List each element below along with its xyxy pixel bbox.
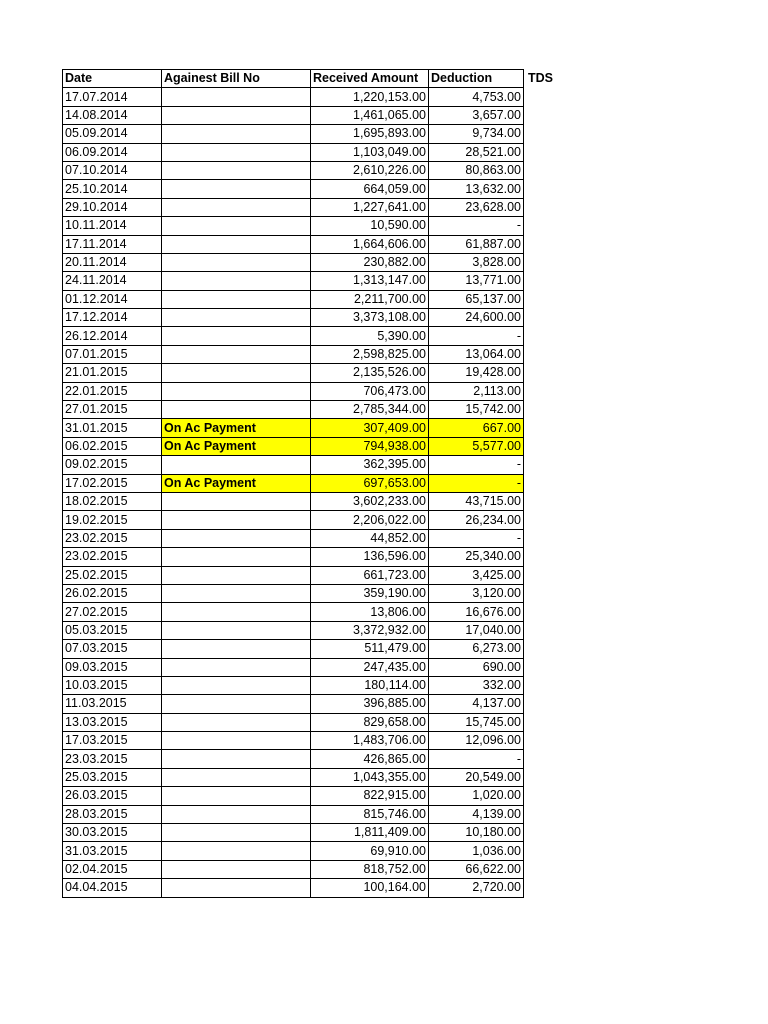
cell-date[interactable]: 17.07.2014 [63,88,162,106]
cell-deduction[interactable]: 19,428.00 [429,364,524,382]
cell-date[interactable]: 25.03.2015 [63,768,162,786]
header-tds[interactable]: TDS [528,71,553,86]
table-row [63,584,564,602]
header-received-amount[interactable]: Received Amount [311,70,429,88]
cell-bill-no[interactable] [162,309,311,327]
cell-deduction[interactable]: - [429,529,524,547]
cell-received-amount[interactable]: 3,602,233.00 [311,492,429,510]
receipts-table [62,69,564,898]
table-row [63,198,564,216]
cell-bill-no[interactable] [162,548,311,566]
table-row [63,787,564,805]
cell-deduction[interactable]: 13,632.00 [429,180,524,198]
header-row [63,70,564,88]
cell-date[interactable]: 26.03.2015 [63,787,162,805]
cell-deduction[interactable]: 26,234.00 [429,511,524,529]
cell-date[interactable]: 05.09.2014 [63,125,162,143]
cell-date[interactable]: 17.02.2015 [63,474,162,492]
cell-date[interactable]: 17.11.2014 [63,235,162,253]
cell-bill-no[interactable] [162,805,311,823]
cell-bill-no[interactable]: On Ac Payment [162,419,311,437]
cell-date[interactable]: 07.01.2015 [63,345,162,363]
table-row [63,437,564,455]
cell-bill-no[interactable] [162,382,311,400]
cell-deduction[interactable]: 65,137.00 [429,290,524,308]
table-row [63,492,564,510]
cell-date[interactable]: 18.02.2015 [63,492,162,510]
cell-bill-no[interactable] [162,511,311,529]
cell-date[interactable]: 10.03.2015 [63,676,162,694]
table-row [63,768,564,786]
cell-bill-no[interactable] [162,492,311,510]
cell-deduction[interactable]: 10,180.00 [429,824,524,842]
cell-bill-no[interactable] [162,713,311,731]
cell-deduction[interactable]: 1,020.00 [429,787,524,805]
cell-date[interactable]: 01.12.2014 [63,290,162,308]
cell-bill-no[interactable] [162,658,311,676]
cell-received-amount[interactable]: 794,938.00 [311,437,429,455]
cell-bill-no[interactable] [162,125,311,143]
table-row [63,732,564,750]
cell-bill-no[interactable] [162,529,311,547]
cell-received-amount[interactable]: 2,785,344.00 [311,401,429,419]
header-deduction[interactable]: Deduction [429,70,524,88]
cell-received-amount[interactable]: 2,610,226.00 [311,161,429,179]
cell-bill-no[interactable] [162,456,311,474]
cell-bill-no[interactable] [162,88,311,106]
cell-date[interactable]: 19.02.2015 [63,511,162,529]
cell-received-amount[interactable]: 1,103,049.00 [311,143,429,161]
table-row [63,345,564,363]
cell-bill-no[interactable] [162,327,311,345]
table-row [63,143,564,161]
cell-deduction[interactable]: 2,720.00 [429,879,524,897]
cell-received-amount[interactable]: 44,852.00 [311,529,429,547]
table-row [63,548,564,566]
cell-deduction[interactable]: - [429,474,524,492]
cell-date[interactable]: 23.02.2015 [63,548,162,566]
table-row [63,272,564,290]
cell-received-amount[interactable]: 829,658.00 [311,713,429,731]
cell-bill-no[interactable] [162,290,311,308]
cell-received-amount[interactable]: 3,373,108.00 [311,309,429,327]
cell-deduction[interactable]: 3,657.00 [429,106,524,124]
cell-received-amount[interactable]: 706,473.00 [311,382,429,400]
cell-bill-no[interactable] [162,879,311,897]
cell-date[interactable]: 22.01.2015 [63,382,162,400]
cell-deduction[interactable]: 3,120.00 [429,584,524,602]
cell-date[interactable]: 09.03.2015 [63,658,162,676]
table-row [63,419,564,437]
table-row [63,695,564,713]
cell-bill-no[interactable] [162,842,311,860]
table-row [63,217,564,235]
cell-date[interactable]: 26.12.2014 [63,327,162,345]
cell-date[interactable]: 17.03.2015 [63,732,162,750]
cell-bill-no[interactable] [162,364,311,382]
table-row [63,253,564,271]
cell-bill-no[interactable] [162,732,311,750]
table-row [63,88,564,106]
cell-deduction[interactable]: 690.00 [429,658,524,676]
cell-bill-no[interactable]: On Ac Payment [162,437,311,455]
cell-received-amount[interactable]: 2,211,700.00 [311,290,429,308]
cell-deduction[interactable]: 61,887.00 [429,235,524,253]
cell-deduction[interactable]: 6,273.00 [429,640,524,658]
cell-received-amount[interactable]: 1,811,409.00 [311,824,429,842]
table-row [63,842,564,860]
table-row [63,658,564,676]
cell-date[interactable]: 27.01.2015 [63,401,162,419]
cell-date[interactable]: 07.10.2014 [63,161,162,179]
table-row [63,125,564,143]
table-row [63,382,564,400]
cell-deduction[interactable]: 1,036.00 [429,842,524,860]
cell-received-amount[interactable]: 247,435.00 [311,658,429,676]
cell-date[interactable]: 14.08.2014 [63,106,162,124]
cell-deduction[interactable]: - [429,750,524,768]
cell-deduction[interactable]: 15,745.00 [429,713,524,731]
cell-date[interactable]: 07.03.2015 [63,640,162,658]
cell-bill-no[interactable] [162,180,311,198]
cell-date[interactable]: 06.09.2014 [63,143,162,161]
cell-date[interactable]: 23.03.2015 [63,750,162,768]
cell-bill-no[interactable] [162,272,311,290]
cell-date[interactable]: 25.10.2014 [63,180,162,198]
cell-received-amount[interactable]: 359,190.00 [311,584,429,602]
cell-date[interactable]: 25.02.2015 [63,566,162,584]
table-row [63,235,564,253]
cell-date[interactable]: 02.04.2015 [63,860,162,878]
cell-received-amount[interactable]: 307,409.00 [311,419,429,437]
cell-deduction[interactable]: 25,340.00 [429,548,524,566]
table-row [63,713,564,731]
cell-received-amount[interactable]: 511,479.00 [311,640,429,658]
cell-received-amount[interactable]: 1,043,355.00 [311,768,429,786]
table-row [63,309,564,327]
cell-received-amount[interactable]: 230,882.00 [311,253,429,271]
cell-bill-no[interactable] [162,253,311,271]
table-row [63,290,564,308]
table-row [63,456,564,474]
cell-deduction[interactable]: 2,113.00 [429,382,524,400]
cell-bill-no[interactable] [162,603,311,621]
cell-bill-no[interactable] [162,824,311,842]
cell-received-amount[interactable]: 69,910.00 [311,842,429,860]
cell-date[interactable]: 28.03.2015 [63,805,162,823]
cell-date[interactable]: 13.03.2015 [63,713,162,731]
header-bill-no[interactable]: Againest Bill No [162,70,311,88]
cell-deduction[interactable]: 12,096.00 [429,732,524,750]
cell-received-amount[interactable]: 1,483,706.00 [311,732,429,750]
table-row [63,180,564,198]
cell-received-amount[interactable]: 2,598,825.00 [311,345,429,363]
cell-deduction[interactable]: 4,753.00 [429,88,524,106]
table-row [63,603,564,621]
cell-deduction[interactable]: 5,577.00 [429,437,524,455]
cell-received-amount[interactable]: 1,220,153.00 [311,88,429,106]
cell-date[interactable]: 20.11.2014 [63,253,162,271]
cell-date[interactable]: 30.03.2015 [63,824,162,842]
cell-date[interactable]: 21.01.2015 [63,364,162,382]
cell-bill-no[interactable] [162,106,311,124]
cell-received-amount[interactable]: 818,752.00 [311,860,429,878]
cell-date[interactable]: 27.02.2015 [63,603,162,621]
cell-deduction[interactable]: 80,863.00 [429,161,524,179]
table-row [63,805,564,823]
table-row [63,676,564,694]
cell-received-amount[interactable]: 1,664,606.00 [311,235,429,253]
cell-date[interactable]: 31.03.2015 [63,842,162,860]
cell-bill-no[interactable] [162,143,311,161]
cell-received-amount[interactable]: 1,461,065.00 [311,106,429,124]
cell-received-amount[interactable]: 815,746.00 [311,805,429,823]
cell-date[interactable]: 10.11.2014 [63,217,162,235]
cell-received-amount[interactable]: 1,695,893.00 [311,125,429,143]
cell-bill-no[interactable] [162,584,311,602]
cell-bill-no[interactable] [162,217,311,235]
cell-date[interactable]: 29.10.2014 [63,198,162,216]
cell-received-amount[interactable]: 697,653.00 [311,474,429,492]
cell-received-amount[interactable]: 1,227,641.00 [311,198,429,216]
cell-bill-no[interactable] [162,345,311,363]
table-row [63,879,564,897]
cell-date[interactable]: 17.12.2014 [63,309,162,327]
cell-bill-no[interactable] [162,198,311,216]
table-row [63,750,564,768]
table-row [63,474,564,492]
cell-received-amount[interactable]: 13,806.00 [311,603,429,621]
cell-deduction[interactable]: 28,521.00 [429,143,524,161]
cell-received-amount[interactable]: 396,885.00 [311,695,429,713]
cell-deduction[interactable]: 23,628.00 [429,198,524,216]
cell-bill-no[interactable] [162,860,311,878]
table-row [63,860,564,878]
cell-bill-no[interactable] [162,750,311,768]
cell-date[interactable]: 23.02.2015 [63,529,162,547]
table-row [63,364,564,382]
cell-bill-no[interactable] [162,566,311,584]
table-row [63,566,564,584]
cell-received-amount[interactable]: 1,313,147.00 [311,272,429,290]
cell-received-amount[interactable]: 100,164.00 [311,879,429,897]
cell-received-amount[interactable]: 136,596.00 [311,548,429,566]
cell-bill-no[interactable] [162,401,311,419]
cell-bill-no[interactable] [162,640,311,658]
header-date[interactable]: Date [63,70,162,88]
cell-deduction[interactable]: 16,676.00 [429,603,524,621]
cell-date[interactable]: 09.02.2015 [63,456,162,474]
cell-deduction[interactable]: 17,040.00 [429,621,524,639]
table-row [63,621,564,639]
table-row [63,824,564,842]
cell-received-amount[interactable]: 661,723.00 [311,566,429,584]
cell-date[interactable]: 06.02.2015 [63,437,162,455]
cell-received-amount[interactable]: 3,372,932.00 [311,621,429,639]
cell-received-amount[interactable]: 2,135,526.00 [311,364,429,382]
cell-deduction[interactable]: 20,549.00 [429,768,524,786]
table-row [63,161,564,179]
cell-deduction[interactable]: 3,425.00 [429,566,524,584]
cell-deduction[interactable]: 15,742.00 [429,401,524,419]
cell-bill-no[interactable] [162,768,311,786]
cell-date[interactable]: 24.11.2014 [63,272,162,290]
cell-deduction[interactable]: - [429,456,524,474]
cell-deduction[interactable]: 66,622.00 [429,860,524,878]
cell-deduction[interactable]: 13,064.00 [429,345,524,363]
table-row [63,401,564,419]
cell-date[interactable]: 04.04.2015 [63,879,162,897]
cell-deduction[interactable]: 332.00 [429,676,524,694]
table-row [63,529,564,547]
cell-bill-no[interactable] [162,676,311,694]
cell-deduction[interactable]: 4,139.00 [429,805,524,823]
cell-bill-no[interactable] [162,161,311,179]
cell-received-amount[interactable]: 426,865.00 [311,750,429,768]
cell-bill-no[interactable]: On Ac Payment [162,474,311,492]
cell-bill-no[interactable] [162,695,311,713]
table-row [63,640,564,658]
table-row [63,327,564,345]
cell-received-amount[interactable]: 822,915.00 [311,787,429,805]
cell-deduction[interactable]: - [429,327,524,345]
table-body [63,88,564,897]
cell-date[interactable]: 26.02.2015 [63,584,162,602]
cell-received-amount[interactable]: 664,059.00 [311,180,429,198]
cell-received-amount[interactable]: 10,590.00 [311,217,429,235]
cell-deduction[interactable]: 9,734.00 [429,125,524,143]
cell-date[interactable]: 05.03.2015 [63,621,162,639]
cell-deduction[interactable]: 4,137.00 [429,695,524,713]
cell-deduction[interactable]: 13,771.00 [429,272,524,290]
table-row [63,106,564,124]
table-row [63,511,564,529]
cell-bill-no[interactable] [162,621,311,639]
cell-deduction[interactable]: 3,828.00 [429,253,524,271]
cell-deduction[interactable]: - [429,217,524,235]
cell-received-amount[interactable]: 362,395.00 [311,456,429,474]
cell-received-amount[interactable]: 5,390.00 [311,327,429,345]
cell-received-amount[interactable]: 180,114.00 [311,676,429,694]
cell-received-amount[interactable]: 2,206,022.00 [311,511,429,529]
cell-deduction[interactable]: 24,600.00 [429,309,524,327]
cell-date[interactable]: 31.01.2015 [63,419,162,437]
cell-deduction[interactable]: 667.00 [429,419,524,437]
cell-bill-no[interactable] [162,787,311,805]
cell-bill-no[interactable] [162,235,311,253]
cell-date[interactable]: 11.03.2015 [63,695,162,713]
cell-deduction[interactable]: 43,715.00 [429,492,524,510]
